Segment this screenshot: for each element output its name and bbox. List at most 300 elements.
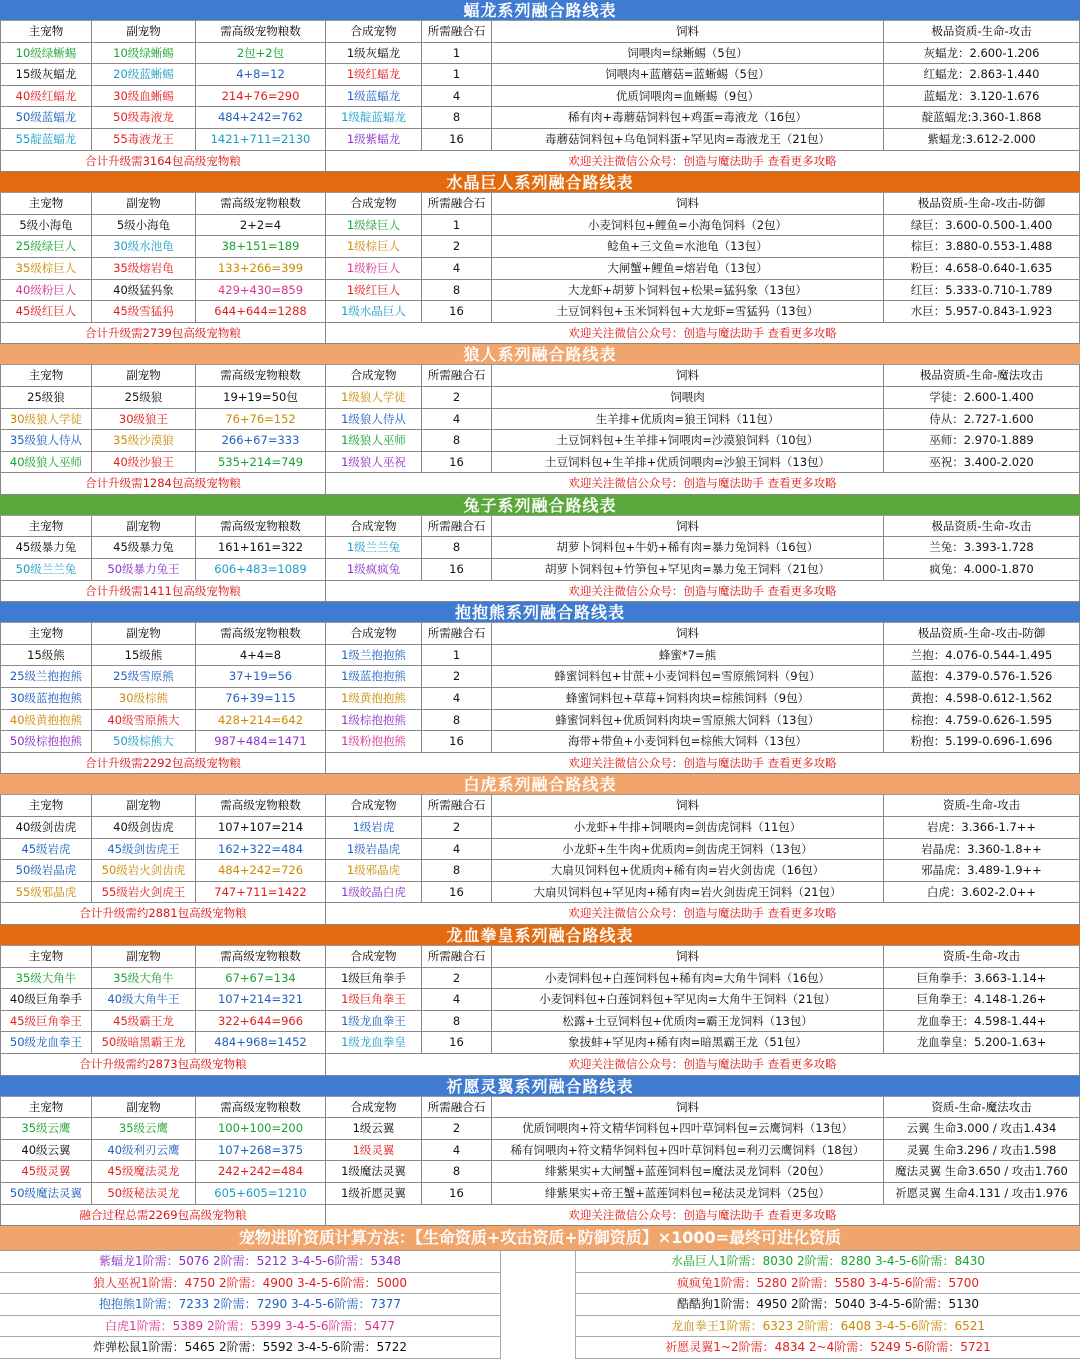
table-row	[0, 666, 1080, 688]
column-header: 合成宠物	[326, 623, 422, 645]
calc-gap	[500, 1316, 576, 1338]
result-pet-cell: 1级粉抱抱熊	[326, 731, 422, 753]
table-row	[0, 280, 1080, 302]
quality-stats-cell: 红蝠龙：2.863-1.440	[884, 64, 1080, 86]
section-footer	[0, 1205, 1080, 1227]
column-header-quality: 资质-生命-攻击	[884, 946, 1080, 968]
column-header: 合成宠物	[326, 21, 422, 43]
total-food-note: 合计升级需1411包高级宠物粮	[0, 581, 326, 603]
table-row	[0, 129, 1080, 151]
result-pet-cell: 1级祈愿灵翼	[326, 1183, 422, 1205]
table-row	[0, 43, 1080, 65]
food-count-cell: 535+214=749	[196, 452, 326, 474]
table-row	[0, 645, 1080, 667]
column-header: 主宠物	[0, 946, 92, 968]
fusion-stones-cell: 4	[422, 989, 492, 1011]
result-pet-cell: 1级狼人学徒	[326, 387, 422, 409]
column-header: 所需融合石	[422, 365, 492, 387]
calc-left-cell: 炸弹松鼠1阶需：5465 2阶需：5592 3-4-5-6阶需：5722	[0, 1337, 500, 1359]
main-pet-cell: 30级蓝抱抱熊	[0, 688, 92, 710]
feed-recipe-cell: 土豆饲料包+玉米饲料包+大龙虾=雪猛犸（13包）	[492, 301, 884, 323]
table-row	[0, 236, 1080, 258]
quality-stats-cell: 岩晶虎：3.360-1.8++	[884, 839, 1080, 861]
feed-recipe-cell: 绯紫果实+大闸蟹+蓝莲饲料包=魔法灵龙饲料（20包）	[492, 1161, 884, 1183]
quality-stats-cell: 巨角拳手：3.663-1.14+	[884, 968, 1080, 990]
fusion-stones-cell: 1	[422, 64, 492, 86]
fusion-stones-cell: 1	[422, 215, 492, 237]
food-count-cell: 107+214=321	[196, 989, 326, 1011]
section-title: 龙血拳皇系列融合路线表	[0, 925, 1080, 946]
table-row	[0, 86, 1080, 108]
result-pet-cell: 1级云翼	[326, 1118, 422, 1140]
calc-row	[0, 1316, 1080, 1338]
food-count-cell: 605+605=1210	[196, 1183, 326, 1205]
table-row	[0, 387, 1080, 409]
result-pet-cell: 1级灰蝠龙	[326, 43, 422, 65]
fusion-stones-cell: 2	[422, 1118, 492, 1140]
food-count-cell: 242+242=484	[196, 1161, 326, 1183]
sub-pet-cell: 50级岩火剑齿虎	[92, 860, 196, 882]
column-header: 副宠物	[92, 516, 196, 538]
fusion-stones-cell: 4	[422, 839, 492, 861]
column-header-quality: 极品资质-生命-攻击	[884, 21, 1080, 43]
sub-pet-cell: 35级熔岩龟	[92, 258, 196, 280]
quality-stats-cell: 巫祝：3.400-2.020	[884, 452, 1080, 474]
food-count-cell: 4+8=12	[196, 64, 326, 86]
sub-pet-cell: 25级狼	[92, 387, 196, 409]
route-section	[0, 0, 1080, 172]
feed-recipe-cell: 饲喂肉	[492, 387, 884, 409]
result-pet-cell: 1级绿巨人	[326, 215, 422, 237]
feed-recipe-cell: 蜂蜜饲料包+甘蔗+小麦饲料包=雪原熊饲料（9包）	[492, 666, 884, 688]
feed-recipe-cell: 胡萝卜饲料包+牛奶+稀有肉=暴力兔饲料（16包）	[492, 537, 884, 559]
fusion-stones-cell: 4	[422, 258, 492, 280]
result-pet-cell: 1级巨角拳王	[326, 989, 422, 1011]
sub-pet-cell: 30级狼王	[92, 409, 196, 431]
sub-pet-cell: 25级雪原熊	[92, 666, 196, 688]
food-count-cell: 4+4=8	[196, 645, 326, 667]
calc-gap	[500, 1273, 576, 1295]
quality-stats-cell: 紫蝠龙:3.612-2.000	[884, 129, 1080, 151]
quality-stats-cell: 黄抱：4.598-0.612-1.562	[884, 688, 1080, 710]
sub-pet-cell: 50级暴力兔王	[92, 559, 196, 581]
sub-pet-cell: 10级绿蜥蜴	[92, 43, 196, 65]
main-pet-cell: 40级云翼	[0, 1140, 92, 1162]
sub-pet-cell: 40级猛犸象	[92, 280, 196, 302]
food-count-cell: 266+67=333	[196, 430, 326, 452]
feed-recipe-cell: 饲喂肉+蓝蘑菇=蓝蜥蜴（5包）	[492, 64, 884, 86]
result-pet-cell: 1级红蝠龙	[326, 64, 422, 86]
fusion-stones-cell: 16	[422, 452, 492, 474]
food-count-cell: 428+214=642	[196, 710, 326, 732]
food-count-cell: 19+19=50包	[196, 387, 326, 409]
calc-right-cell: 酷酷狗1阶需：4950 2阶需：5040 3-4-5-6阶需：5130	[576, 1294, 1080, 1316]
fusion-stones-cell: 1	[422, 645, 492, 667]
calc-row	[0, 1294, 1080, 1316]
food-count-cell: 76+76=152	[196, 409, 326, 431]
section-footer	[0, 903, 1080, 925]
fusion-stones-cell: 8	[422, 107, 492, 129]
main-pet-cell: 40级黄抱抱熊	[0, 710, 92, 732]
result-pet-cell: 1级岩晶虎	[326, 839, 422, 861]
calc-right-cell: 祈愿灵翼1~2阶需：4834 2~4阶需：5249 5-6阶需：5721	[576, 1337, 1080, 1359]
column-header: 所需融合石	[422, 946, 492, 968]
calc-row	[0, 1337, 1080, 1359]
fusion-stones-cell: 16	[422, 882, 492, 904]
quality-stats-cell: 靛蓝蝠龙:3.360-1.868	[884, 107, 1080, 129]
route-section	[0, 602, 1080, 774]
column-header-quality: 极品资质-生命-魔法攻击	[884, 365, 1080, 387]
feed-recipe-cell: 稀有肉+毒蘑菇饲料包+鸡蛋=毒液龙（16包）	[492, 107, 884, 129]
column-header: 需高级宠物粮数	[196, 365, 326, 387]
quality-stats-cell: 巫师：2.970-1.889	[884, 430, 1080, 452]
column-header: 需高级宠物粮数	[196, 795, 326, 817]
feed-recipe-cell: 土豆饲料包+生羊排+饲喂肉=沙漠狼饲料（10包）	[492, 430, 884, 452]
total-food-note: 合计升级需2292包高级宠物粮	[0, 753, 326, 775]
column-header: 副宠物	[92, 623, 196, 645]
column-header: 所需融合石	[422, 516, 492, 538]
main-pet-cell: 50级兰兰兔	[0, 559, 92, 581]
quality-stats-cell: 棕抱：4.759-0.626-1.595	[884, 710, 1080, 732]
column-header: 所需融合石	[422, 1097, 492, 1119]
total-food-note: 融合过程总需2269包高级宠物粮	[0, 1205, 326, 1227]
section-title: 抱抱熊系列融合路线表	[0, 602, 1080, 623]
sub-pet-cell: 5级小海龟	[92, 215, 196, 237]
sub-pet-cell: 20级蓝蜥蜴	[92, 64, 196, 86]
promo-note: 欢迎关注微信公众号：创造与魔法助手 查看更多攻略	[326, 1054, 1080, 1076]
column-header: 主宠物	[0, 21, 92, 43]
fusion-stones-cell: 4	[422, 688, 492, 710]
feed-recipe-cell: 优质饲喂肉+符文精华饲料包+四叶草饲料包=云鹰饲料（13包）	[492, 1118, 884, 1140]
table-row	[0, 430, 1080, 452]
result-pet-cell: 1级棕巨人	[326, 236, 422, 258]
sub-pet-cell: 45级霸王龙	[92, 1011, 196, 1033]
food-count-cell: 1421+711=2130	[196, 129, 326, 151]
quality-stats-cell: 祈愿灵翼 生命4.131 / 攻击1.976	[884, 1183, 1080, 1205]
main-pet-cell: 50级蓝蝠龙	[0, 107, 92, 129]
fusion-stones-cell: 4	[422, 86, 492, 108]
calc-left-cell: 抱抱熊1阶需：7233 2阶需：7290 3-4-5-6阶需：7377	[0, 1294, 500, 1316]
quality-stats-cell: 棕巨：3.880-0.553-1.488	[884, 236, 1080, 258]
feed-recipe-cell: 蜂蜜饲料包+优质饲料肉块=雪原熊大饲料（13包）	[492, 710, 884, 732]
column-header: 主宠物	[0, 365, 92, 387]
column-header: 主宠物	[0, 623, 92, 645]
section-title: 祈愿灵翼系列融合路线表	[0, 1076, 1080, 1097]
main-pet-cell: 45级灵翼	[0, 1161, 92, 1183]
food-count-cell: 747+711=1422	[196, 882, 326, 904]
result-pet-cell: 1级紫蝠龙	[326, 129, 422, 151]
fusion-stones-cell: 16	[422, 129, 492, 151]
feed-recipe-cell: 优质饲喂肉=血蜥蜴（9包）	[492, 86, 884, 108]
sub-pet-cell: 45级暴力兔	[92, 537, 196, 559]
sub-pet-cell: 40级剑齿虎	[92, 817, 196, 839]
table-row	[0, 1183, 1080, 1205]
main-pet-cell: 35级云鹰	[0, 1118, 92, 1140]
main-pet-cell: 25级绿巨人	[0, 236, 92, 258]
fusion-stones-cell: 4	[422, 409, 492, 431]
column-header: 需高级宠物粮数	[196, 193, 326, 215]
quality-stats-cell: 蓝抱：4.379-0.576-1.526	[884, 666, 1080, 688]
column-header: 需高级宠物粮数	[196, 623, 326, 645]
result-pet-cell: 1级龙血拳王	[326, 1011, 422, 1033]
column-header: 需高级宠物粮数	[196, 946, 326, 968]
feed-recipe-cell: 小麦饲料包+鲤鱼=小海龟饲料（2包）	[492, 215, 884, 237]
food-count-cell: 429+430=859	[196, 280, 326, 302]
main-pet-cell: 50级龙血拳王	[0, 1032, 92, 1054]
result-pet-cell: 1级狼人侍从	[326, 409, 422, 431]
column-header: 副宠物	[92, 193, 196, 215]
fusion-stones-cell: 8	[422, 280, 492, 302]
quality-stats-cell: 魔法灵翼 生命3.650 / 攻击1.760	[884, 1161, 1080, 1183]
sub-pet-cell: 50级毒液龙	[92, 107, 196, 129]
table-row	[0, 1140, 1080, 1162]
result-pet-cell: 1级蓝抱抱熊	[326, 666, 422, 688]
result-pet-cell: 1级邪晶虎	[326, 860, 422, 882]
sub-pet-cell: 15级熊	[92, 645, 196, 667]
column-header: 所需融合石	[422, 623, 492, 645]
calc-right-cell: 疯疯兔1阶需：5280 2阶需：5580 3-4-5-6阶需：5700	[576, 1273, 1080, 1295]
result-pet-cell: 1级蓝蝠龙	[326, 86, 422, 108]
main-pet-cell: 55级邪晶虎	[0, 882, 92, 904]
result-pet-cell: 1级水晶巨人	[326, 301, 422, 323]
calc-gap	[500, 1251, 576, 1273]
feed-recipe-cell: 大龙虾+胡萝卜饲料包+松果=猛犸象（13包）	[492, 280, 884, 302]
quality-stats-cell: 学徒：2.600-1.400	[884, 387, 1080, 409]
column-header-row	[0, 193, 1080, 215]
food-count-cell: 107+107=214	[196, 817, 326, 839]
food-count-cell: 162+322=484	[196, 839, 326, 861]
table-row	[0, 409, 1080, 431]
food-count-cell: 38+151=189	[196, 236, 326, 258]
main-pet-cell: 10级绿蜥蜴	[0, 43, 92, 65]
result-pet-cell: 1级粉巨人	[326, 258, 422, 280]
column-header-row	[0, 1097, 1080, 1119]
fusion-stones-cell: 16	[422, 559, 492, 581]
result-pet-cell: 1级疯疯兔	[326, 559, 422, 581]
table-row	[0, 559, 1080, 581]
sub-pet-cell: 30级棕熊	[92, 688, 196, 710]
column-header: 合成宠物	[326, 1097, 422, 1119]
promo-note: 欢迎关注微信公众号：创造与魔法助手 查看更多攻略	[326, 903, 1080, 925]
sub-pet-cell: 55毒液龙王	[92, 129, 196, 151]
column-header-row	[0, 365, 1080, 387]
table-row	[0, 710, 1080, 732]
section-footer	[0, 1054, 1080, 1076]
column-header: 主宠物	[0, 795, 92, 817]
column-header: 饲料	[492, 365, 884, 387]
feed-recipe-cell: 大闸蟹+鲤鱼=熔岩龟（13包）	[492, 258, 884, 280]
sub-pet-cell: 50级暗黑霸王龙	[92, 1032, 196, 1054]
feed-recipe-cell: 胡萝卜饲料包+竹笋包+罕见肉=暴力兔王饲料（21包）	[492, 559, 884, 581]
table-row	[0, 989, 1080, 1011]
column-header: 副宠物	[92, 21, 196, 43]
quality-stats-cell: 白虎：3.602-2.0++	[884, 882, 1080, 904]
sub-pet-cell: 40级大角牛王	[92, 989, 196, 1011]
calc-gap	[500, 1294, 576, 1316]
result-pet-cell: 1级狼人巫师	[326, 430, 422, 452]
table-row	[0, 64, 1080, 86]
feed-recipe-cell: 绯紫果实+帝王蟹+蓝莲饲料包=秘法灵龙饲料（25包）	[492, 1183, 884, 1205]
food-count-cell: 644+644=1288	[196, 301, 326, 323]
quality-stats-cell: 蓝蝠龙：3.120-1.676	[884, 86, 1080, 108]
table-row	[0, 1011, 1080, 1033]
main-pet-cell: 40级巨角拳手	[0, 989, 92, 1011]
fusion-stones-cell: 2	[422, 236, 492, 258]
quality-stats-cell: 绿巨：3.600-0.500-1.400	[884, 215, 1080, 237]
fusion-stones-cell: 4	[422, 1140, 492, 1162]
result-pet-cell: 1级红巨人	[326, 280, 422, 302]
column-header: 合成宠物	[326, 365, 422, 387]
feed-recipe-cell: 小麦饲料包+白莲饲料包+稀有肉=大角牛饲料（16包）	[492, 968, 884, 990]
column-header: 副宠物	[92, 365, 196, 387]
column-header: 饲料	[492, 1097, 884, 1119]
fusion-stones-cell: 2	[422, 666, 492, 688]
route-section	[0, 1076, 1080, 1227]
calc-left-cell: 狼人巫祝1阶需：4750 2阶需：4900 3-4-5-6阶需：5000	[0, 1273, 500, 1295]
route-section	[0, 925, 1080, 1076]
route-section	[0, 344, 1080, 495]
feed-recipe-cell: 小龙虾+生牛肉+优质肉=剑齿虎王饲料（13包）	[492, 839, 884, 861]
quality-stats-cell: 兰兔：3.393-1.728	[884, 537, 1080, 559]
main-pet-cell: 45级巨角拳王	[0, 1011, 92, 1033]
column-header: 饲料	[492, 946, 884, 968]
feed-recipe-cell: 鲶鱼+三文鱼=水池龟（13包）	[492, 236, 884, 258]
table-row	[0, 882, 1080, 904]
main-pet-cell: 30级狼人学徒	[0, 409, 92, 431]
sub-pet-cell: 45级剑齿虎王	[92, 839, 196, 861]
quality-stats-cell: 灰蝠龙：2.600-1.206	[884, 43, 1080, 65]
section-footer	[0, 151, 1080, 173]
result-pet-cell: 1级靛蓝蝠龙	[326, 107, 422, 129]
main-pet-cell: 25级兰抱抱熊	[0, 666, 92, 688]
total-food-note: 合计升级需1284包高级宠物粮	[0, 473, 326, 495]
main-pet-cell: 55靛蓝蝠龙	[0, 129, 92, 151]
food-count-cell: 100+100=200	[196, 1118, 326, 1140]
table-row	[0, 258, 1080, 280]
total-food-note: 合计升级需2739包高级宠物粮	[0, 323, 326, 345]
table-row	[0, 731, 1080, 753]
calc-row	[0, 1251, 1080, 1273]
fusion-stones-cell: 8	[422, 860, 492, 882]
column-header: 合成宠物	[326, 193, 422, 215]
fusion-stones-cell: 16	[422, 301, 492, 323]
main-pet-cell: 15级熊	[0, 645, 92, 667]
feed-recipe-cell: 大扇贝饲料包+优质肉+稀有肉=岩火剑齿虎（16包）	[492, 860, 884, 882]
calc-gap	[500, 1337, 576, 1359]
table-row	[0, 1032, 1080, 1054]
table-row	[0, 839, 1080, 861]
food-count-cell: 214+76=290	[196, 86, 326, 108]
total-food-note: 合计升级需约2873包高级宠物粮	[0, 1054, 326, 1076]
result-pet-cell: 1级巨角拳手	[326, 968, 422, 990]
feed-recipe-cell: 土豆饲料包+生羊排+优质饲喂肉=沙狼王饲料（13包）	[492, 452, 884, 474]
main-pet-cell: 40级粉巨人	[0, 280, 92, 302]
promo-note: 欢迎关注微信公众号：创造与魔法助手 查看更多攻略	[326, 753, 1080, 775]
column-header: 所需融合石	[422, 193, 492, 215]
route-section	[0, 172, 1080, 344]
main-pet-cell: 25级狼	[0, 387, 92, 409]
sub-pet-cell: 40级雪原熊大	[92, 710, 196, 732]
food-count-cell: 161+161=322	[196, 537, 326, 559]
fusion-stones-cell: 8	[422, 1011, 492, 1033]
feed-recipe-cell: 稀有饲喂肉+符文精华饲料包+四叶草饲料包=利刃云鹰饲料（18包）	[492, 1140, 884, 1162]
column-header: 副宠物	[92, 946, 196, 968]
column-header: 饲料	[492, 193, 884, 215]
feed-recipe-cell: 蜂蜜*7=熊	[492, 645, 884, 667]
food-count-cell: 987+484=1471	[196, 731, 326, 753]
quality-stats-cell: 龙血拳王：4.598-1.44+	[884, 1011, 1080, 1033]
sub-pet-cell: 50级秘法灵龙	[92, 1183, 196, 1205]
food-count-cell: 133+266=399	[196, 258, 326, 280]
food-count-cell: 37+19=56	[196, 666, 326, 688]
main-pet-cell: 35级棕巨人	[0, 258, 92, 280]
column-header: 需高级宠物粮数	[196, 21, 326, 43]
quality-stats-cell: 灵翼 生命3.296 / 攻击1.598	[884, 1140, 1080, 1162]
result-pet-cell: 1级龙血拳皇	[326, 1032, 422, 1054]
main-pet-cell: 15级灰蝠龙	[0, 64, 92, 86]
promo-note: 欢迎关注微信公众号：创造与魔法助手 查看更多攻略	[326, 581, 1080, 603]
calc-method-title: 宠物进阶资质计算方法：【生命资质+攻击资质+防御资质】×1000=最终可进化资质	[0, 1226, 1080, 1251]
calc-right-cell: 水晶巨人1阶需：8030 2阶需：8280 3-4-5-6阶需：8430	[576, 1251, 1080, 1273]
sub-pet-cell: 35级大角牛	[92, 968, 196, 990]
section-title: 狼人系列融合路线表	[0, 344, 1080, 365]
section-title: 水晶巨人系列融合路线表	[0, 172, 1080, 193]
calc-left-cell: 紫蝠龙1阶需：5076 2阶需：5212 3-4-5-6阶需：5348	[0, 1251, 500, 1273]
sub-pet-cell: 35级沙漠狼	[92, 430, 196, 452]
feed-recipe-cell: 毒蘑菇饲料包+乌龟饲料蛋+罕见肉=毒液龙王（21包）	[492, 129, 884, 151]
feed-recipe-cell: 象拔蚌+罕见肉+稀有肉=暗黑霸王龙（51包）	[492, 1032, 884, 1054]
feed-recipe-cell: 蜂蜜饲料包+草莓+饲料肉块=棕熊饲料（9包）	[492, 688, 884, 710]
calc-right-cell: 龙血拳王1阶需：6323 2阶需：6408 3-4-5-6阶需：6521	[576, 1316, 1080, 1338]
column-header-quality: 极品资质-生命-攻击-防御	[884, 193, 1080, 215]
food-count-cell: 2包+2包	[196, 43, 326, 65]
fusion-stones-cell: 8	[422, 537, 492, 559]
main-pet-cell: 35级狼人侍从	[0, 430, 92, 452]
main-pet-cell: 50级棕抱抱熊	[0, 731, 92, 753]
route-section	[0, 774, 1080, 925]
fusion-stones-cell: 16	[422, 1032, 492, 1054]
fusion-stones-cell: 8	[422, 710, 492, 732]
section-title: 蝠龙系列融合路线表	[0, 0, 1080, 21]
food-count-cell: 76+39=115	[196, 688, 326, 710]
quality-stats-cell: 兰抱：4.076-0.544-1.495	[884, 645, 1080, 667]
table-row	[0, 301, 1080, 323]
promo-note: 欢迎关注微信公众号：创造与魔法助手 查看更多攻略	[326, 151, 1080, 173]
column-header: 需高级宠物粮数	[196, 516, 326, 538]
main-pet-cell: 50级魔法灵翼	[0, 1183, 92, 1205]
food-count-cell: 484+968=1452	[196, 1032, 326, 1054]
quality-stats-cell: 红巨：5.333-0.710-1.789	[884, 280, 1080, 302]
column-header: 合成宠物	[326, 516, 422, 538]
column-header: 饲料	[492, 516, 884, 538]
result-pet-cell: 1级灵翼	[326, 1140, 422, 1162]
column-header-quality: 极品资质-生命-攻击	[884, 516, 1080, 538]
main-pet-cell: 45级红巨人	[0, 301, 92, 323]
column-header: 副宠物	[92, 1097, 196, 1119]
food-count-cell: 484+242=762	[196, 107, 326, 129]
quality-stats-cell: 邪晶虎：3.489-1.9++	[884, 860, 1080, 882]
quality-stats-cell: 岩虎：3.366-1.7++	[884, 817, 1080, 839]
column-header: 主宠物	[0, 516, 92, 538]
sub-pet-cell: 50级棕熊大	[92, 731, 196, 753]
quality-stats-cell: 粉巨：4.658-0.640-1.635	[884, 258, 1080, 280]
table-row	[0, 1161, 1080, 1183]
promo-note: 欢迎关注微信公众号：创造与魔法助手 查看更多攻略	[326, 1205, 1080, 1227]
fusion-stones-cell: 16	[422, 731, 492, 753]
table-row	[0, 688, 1080, 710]
column-header: 所需融合石	[422, 795, 492, 817]
result-pet-cell: 1级兰抱抱熊	[326, 645, 422, 667]
